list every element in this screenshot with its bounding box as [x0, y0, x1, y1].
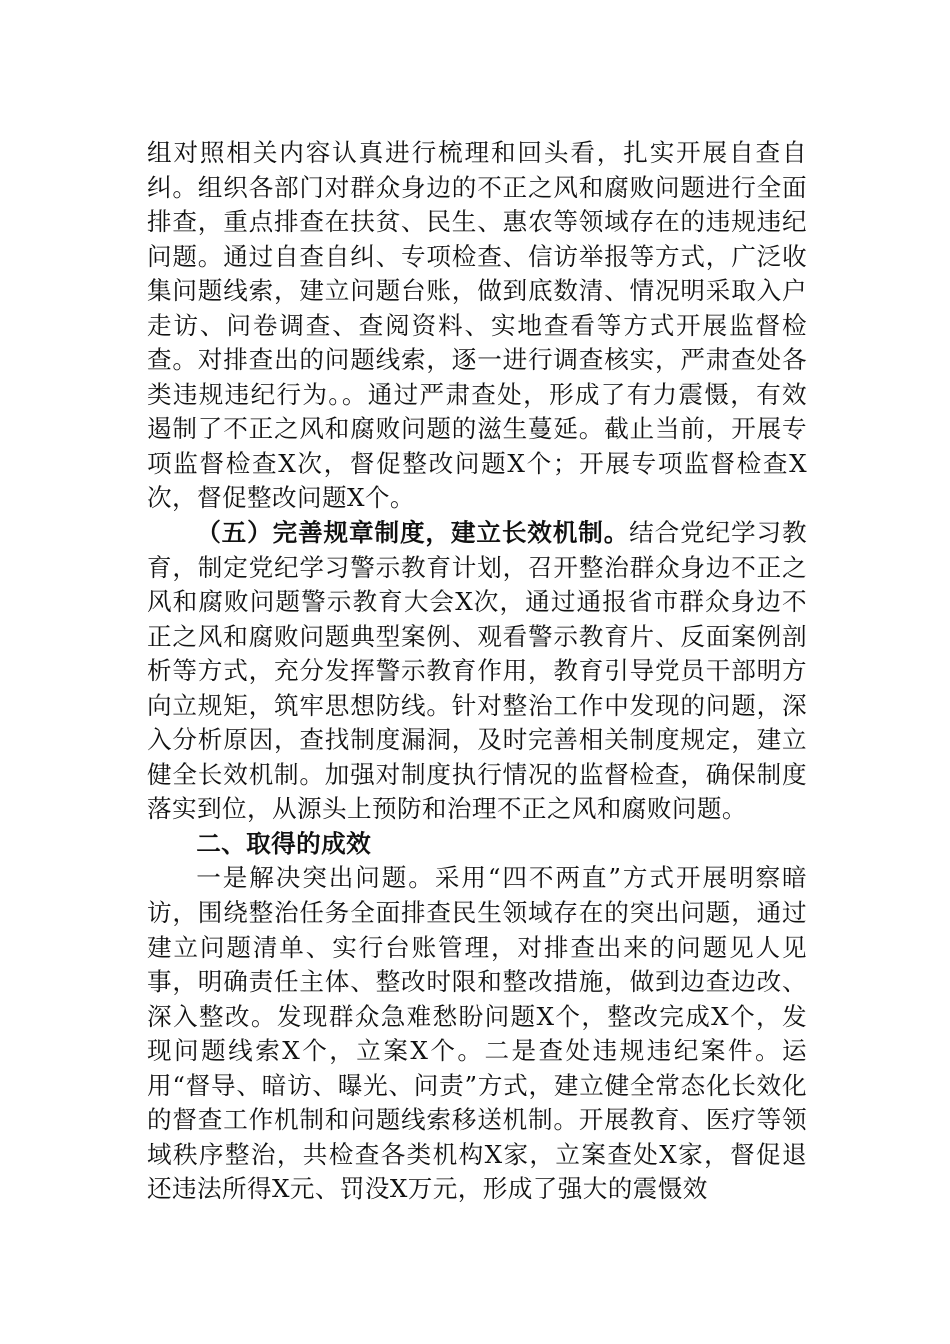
- paragraph-achievements: 一是解决突出问题。采用“四不两直”方式开展明察暗访，围绕整治任务全面排查民生领域存在的突出问题，通过建立问题清单、实行台账管理，对排查出来的问题见人见事，明确责任主体、整改时限和整改措施，做到边查边改、深入整改。发现群众急难愁盼问题X个，整改完成X个，发现问题线索X个，立案X个。二是查处违规违纪案件。运用“督导、暗访、曝光、问责”方式，建立健全常态化长效化的督查工作机制和问题线索移送机制。开展教育、医疗等领域秩序整治，共检查各类机构X家，立案查处X家，督促退还违法所得X元、罚没X万元，形成了强大的震慑效: [147, 863, 807, 1204]
- section-five-lead-heading: （五）完善规章制度，建立长效机制。: [196, 518, 630, 548]
- section-heading-achievements: 二、取得的成效: [196, 828, 372, 858]
- section-five-body: 结合党纪学习教育，制定党纪学习警示教育计划，召开整治群众身边不正之风和腐败问题警示教育大会X次，通过通报省市群众身边不正之风和腐败问题典型案例、观看警示教育片、反面案例剖析等方式，充分发挥警示教育作用，教育引导党员干部明方向立规矩，筑牢思想防线。针对整治工作中发现的问题，深入分析原因，查找制度漏洞，及时完善相关制度规定，建立健全长效机制。加强对制度执行情况的监督检查，确保制度落实到位，从源头上预防和治理不正之风和腐败问题。: [147, 518, 807, 824]
- document-body: [147, 136, 807, 1207]
- paragraph-continuation: 组对照相关内容认真进行梳理和回头看，扎实开展自查自纠。组织各部门对群众身边的不正之风和腐败问题进行全面排查，重点排查在扶贫、民生、惠农等领域存在的违规违纪问题。通过自查自纠、专项检查、信访举报等方式，广泛收集问题线索，建立问题台账，做到底数清、情况明采取入户走访、问卷调查、查阅资料、实地查看等方式开展监督检查。对排查出的问题线索，逐一进行调查核实，严肃查处各类违规违纪行为。。通过严肃查处，形成了有力震慑，有效遏制了不正之风和腐败问题的滋生蔓延。截止当前，开展专项监督检查X次，督促整改问题X个；开展专项监督检查X次，督促整改问题X个。: [147, 138, 807, 513]
- paragraph-section-five: [147, 516, 807, 827]
